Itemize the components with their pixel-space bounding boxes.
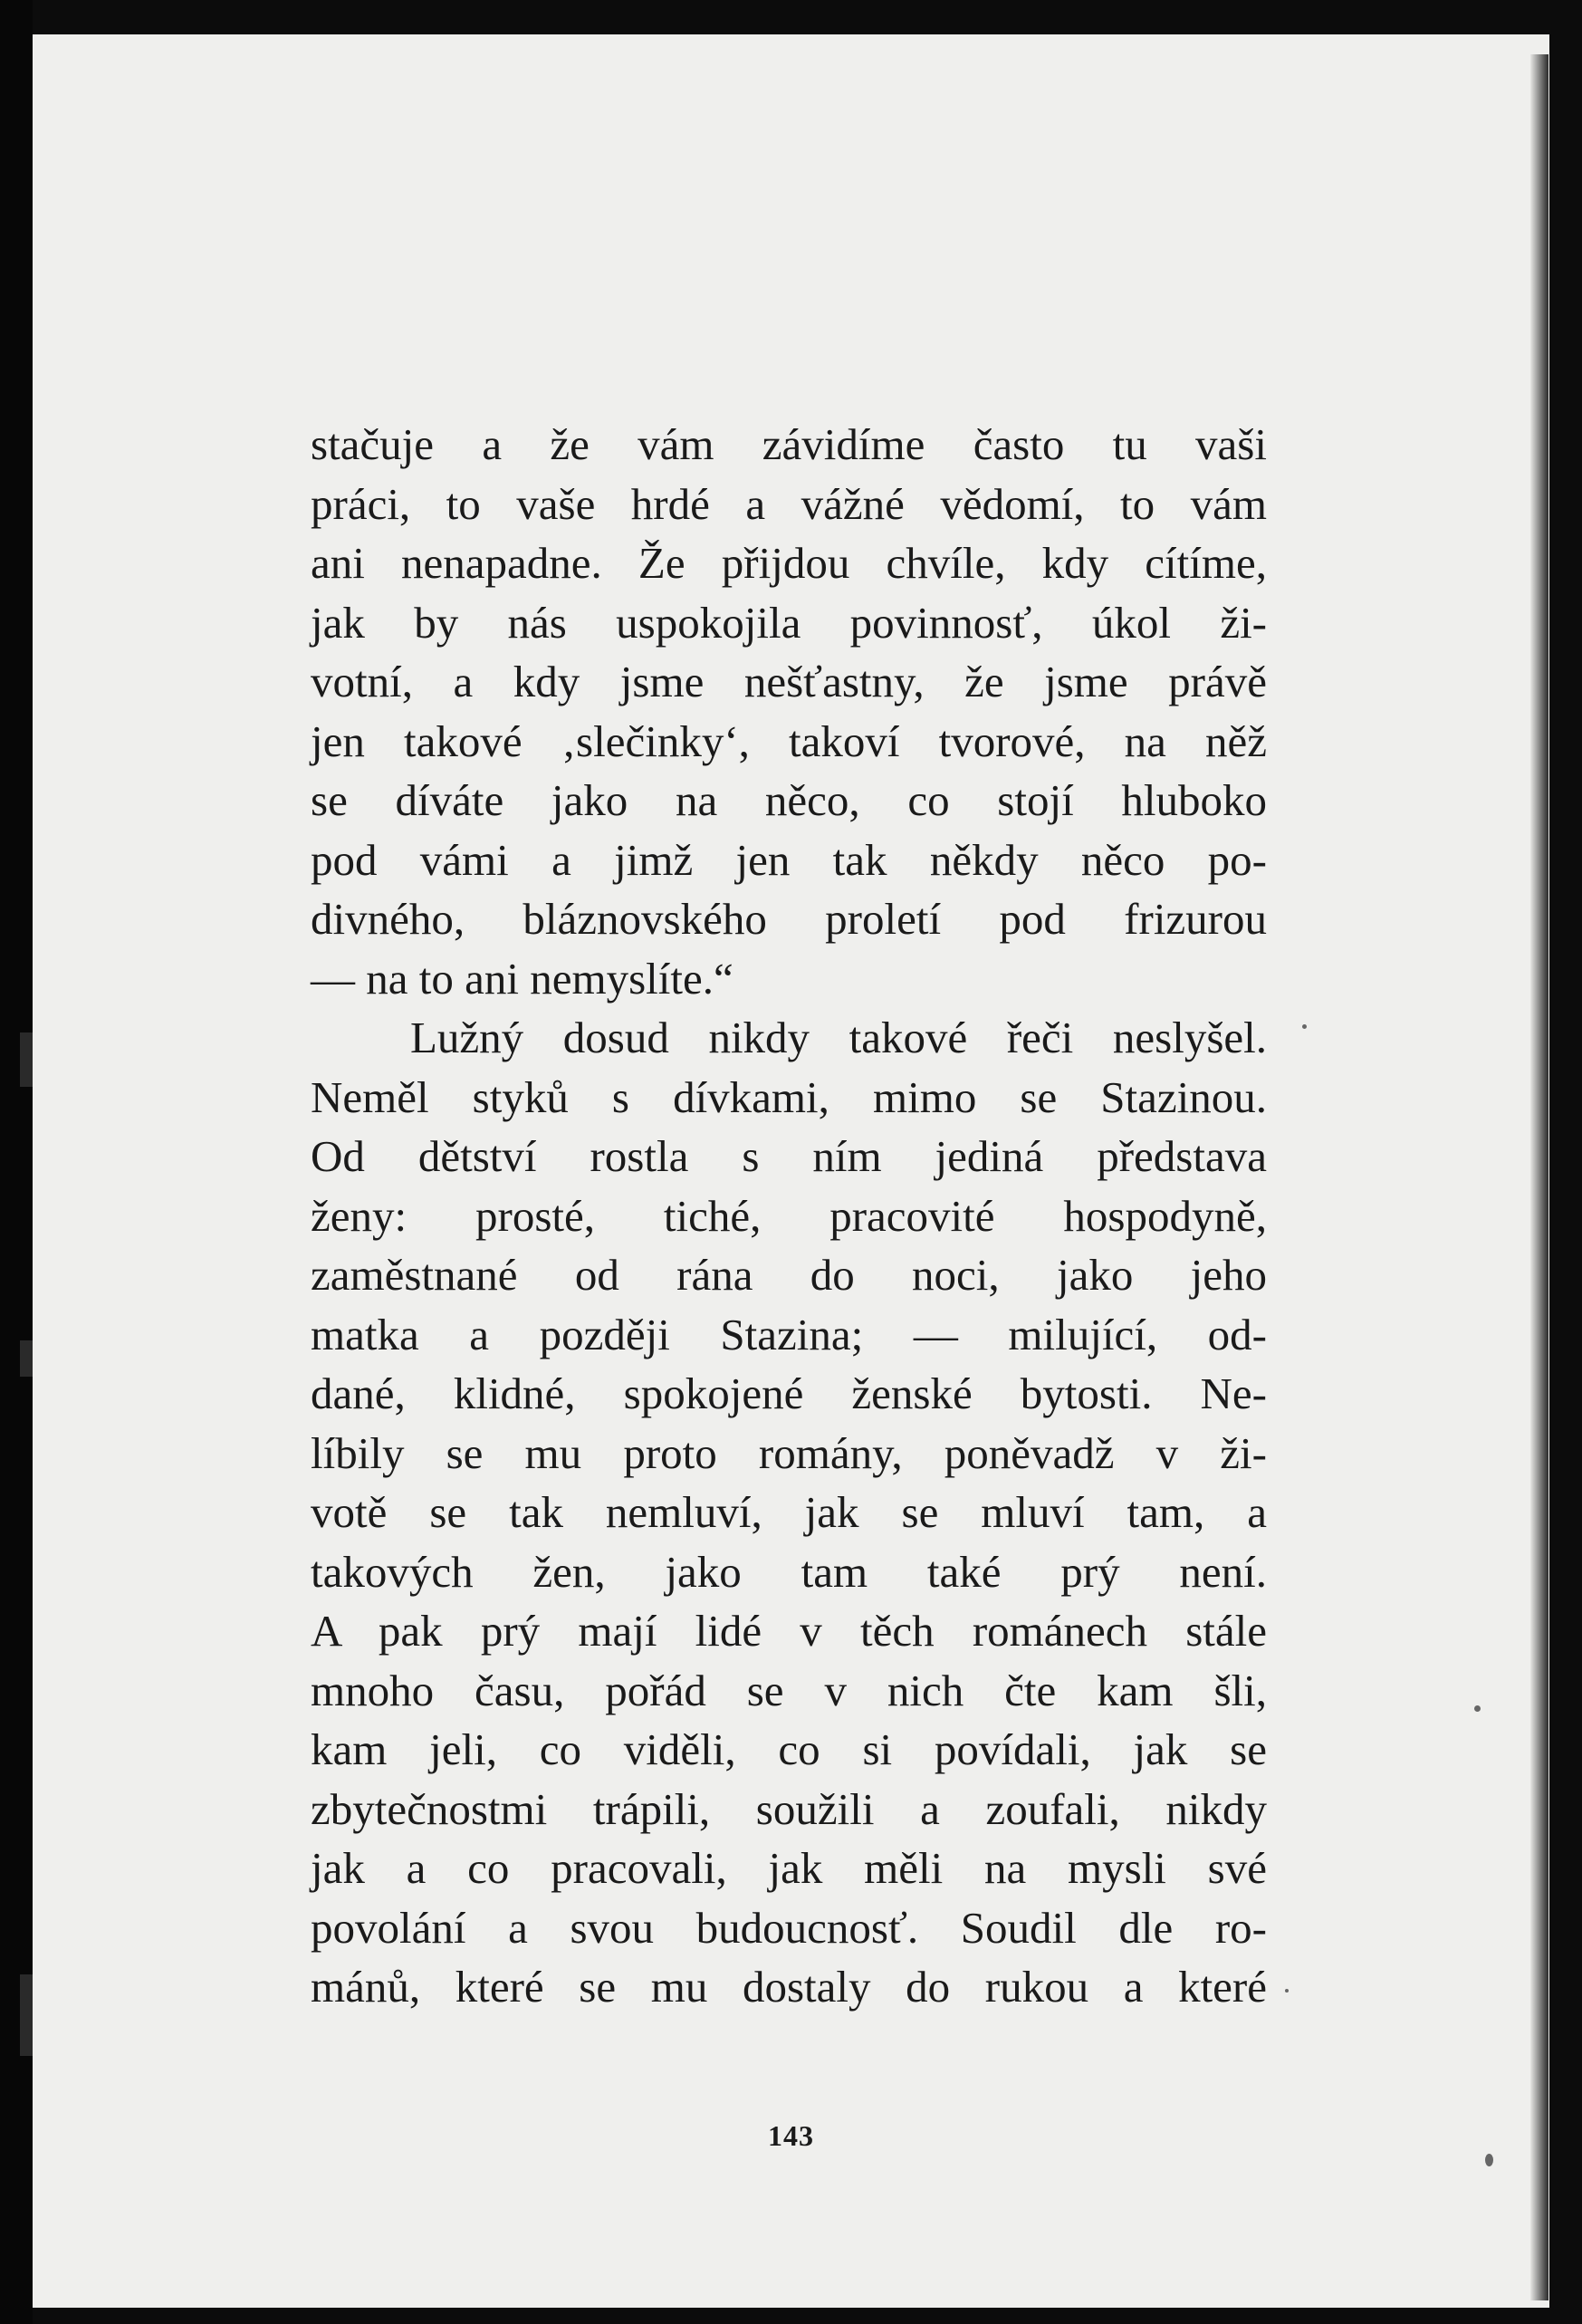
text-line: dané, klidné, spokojené ženské bytosti. Ne- <box>311 1368 1267 1418</box>
text-line: zbytečnostmi trápili, soužili a zoufali, nikdy <box>311 1783 1267 1834</box>
text-line: práci, to vaše hrdé a vážné vědomí, to vám <box>311 478 1267 529</box>
text-line: matka a později Stazina; — milující, od- <box>311 1309 1267 1359</box>
text-line: stačuje a že vám závidíme často tu vaši <box>311 419 1267 469</box>
paper-speck <box>1302 1024 1307 1029</box>
text-line: pod vámi a jimž jen tak někdy něco po- <box>311 834 1267 885</box>
paper-speck <box>1485 2154 1493 2166</box>
text-line: A pak prý mají lidé v těch románech stále <box>311 1606 1267 1656</box>
text-line: votní, a kdy jsme nešťastny, že jsme právě <box>311 657 1267 706</box>
text-line: mnoho času, pořád se v nich čte kam šli, <box>311 1665 1267 1715</box>
paper-speck <box>1285 1989 1289 1993</box>
text-line: jen takové ‚slečinky‘, takoví tvorové, na něž <box>311 715 1267 766</box>
text-line: se díváte jako na něco, co stojí hluboko <box>311 775 1267 825</box>
text-line: jak a co pracovali, jak měli na mysli své <box>311 1843 1267 1893</box>
page-edge-shadow <box>1530 54 1548 2300</box>
text-line: ženy: prosté, tiché, pracovité hospodyně, <box>311 1190 1267 1241</box>
text-line: kam jeli, co viděli, co si povídali, jak se <box>311 1724 1267 1774</box>
text-line: Neměl styků s dívkami, mimo se Stazinou. <box>311 1071 1267 1122</box>
text-line: Lužný dosud nikdy takové řeči neslyšel. <box>410 1013 1267 1062</box>
book-spine <box>0 0 33 2324</box>
text-line: ani nenapadne. Že přijdou chvíle, kdy cítíme, <box>311 538 1267 588</box>
text-line: divného, bláznovského proletí pod frizurou <box>311 894 1267 944</box>
text-line: votě se tak nemluví, jak se mluví tam, a <box>311 1487 1267 1537</box>
text-line: mánů, které se mu dostaly do rukou a které <box>311 1962 1267 2012</box>
book-page <box>33 34 1549 2308</box>
page-number: 143 <box>768 2119 814 2152</box>
text-line: Od dětství rostla s ním jediná představa <box>311 1131 1267 1181</box>
body-text <box>311 415 1267 2017</box>
text-line: jak by nás uspokojila povinnosť, úkol ži- <box>311 597 1267 648</box>
text-line: povolání a svou budoucnosť. Soudil dle ro- <box>311 1902 1267 1953</box>
spine-mark <box>20 1974 33 2056</box>
spine-mark <box>20 1032 33 1087</box>
text-line: takových žen, jako tam také prý není. <box>311 1546 1267 1597</box>
text-line: líbily se mu proto romány, poněvadž v ži- <box>311 1427 1267 1478</box>
paper-speck <box>1474 1705 1481 1712</box>
text-line: — na to ani nemyslíte.“ <box>311 953 733 1004</box>
spine-mark <box>20 1340 33 1377</box>
text-line: zaměstnané od rána do noci, jako jeho <box>311 1250 1267 1300</box>
